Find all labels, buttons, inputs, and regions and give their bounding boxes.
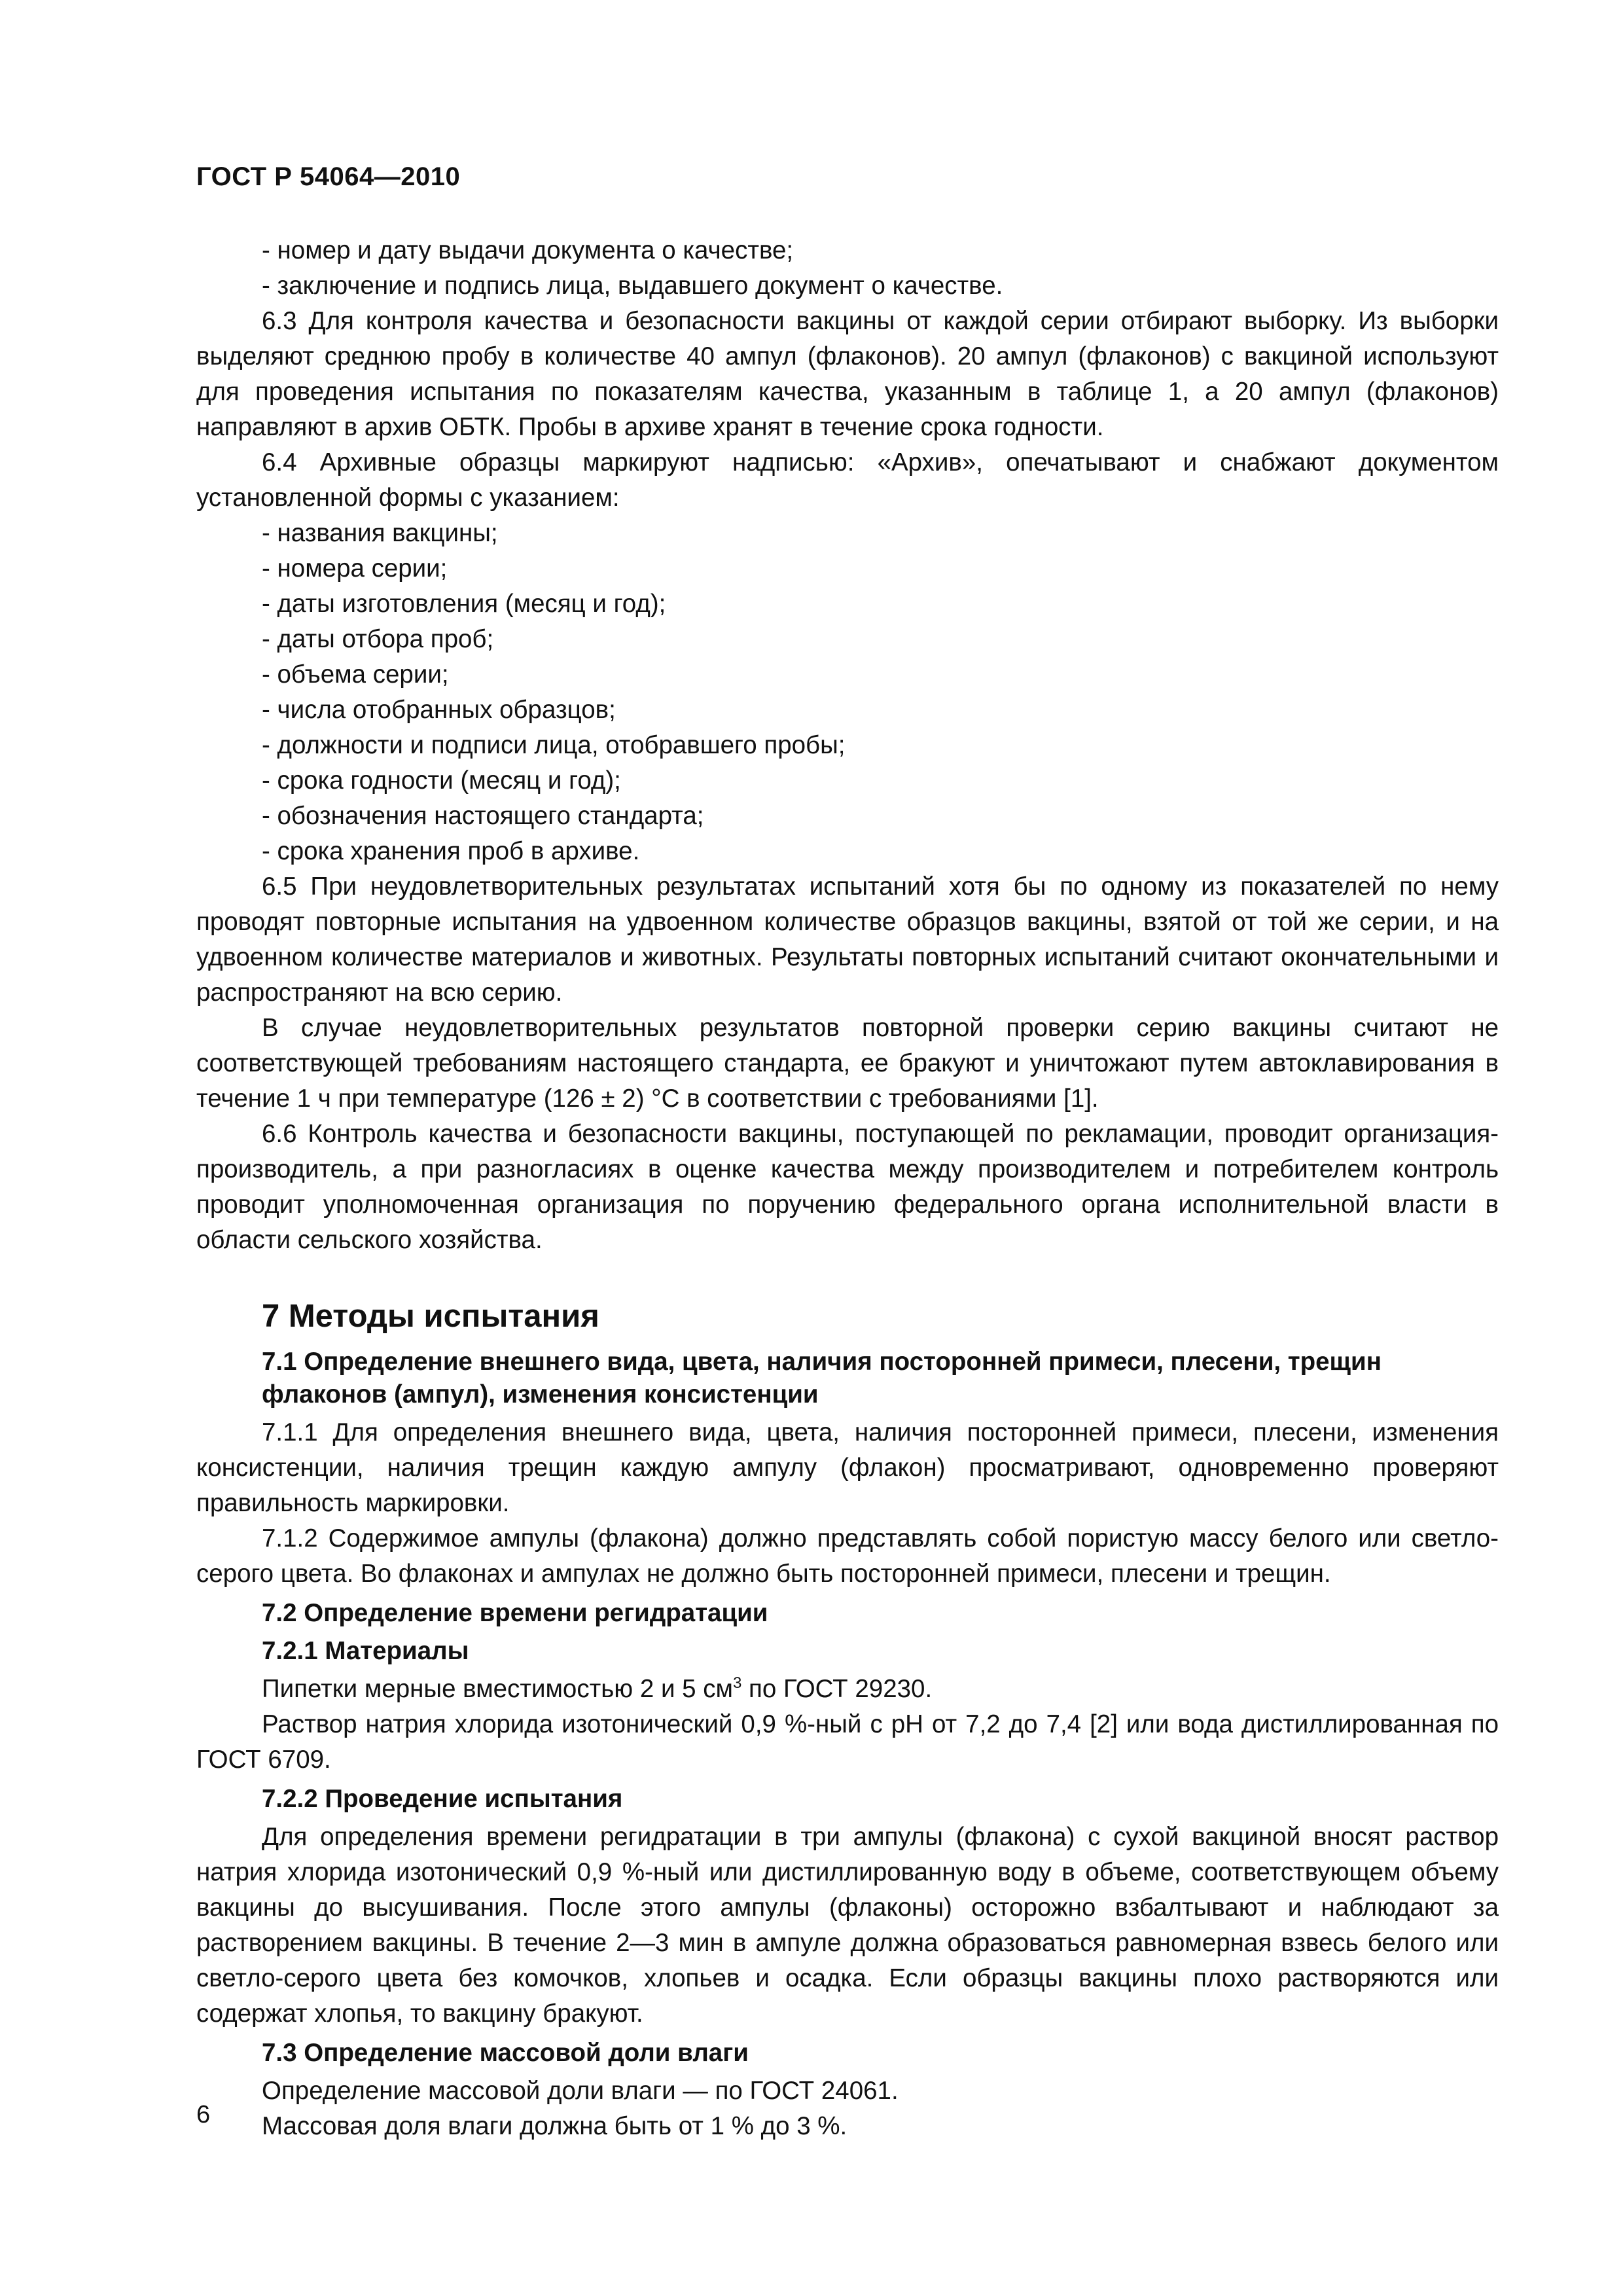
section-7-2-1-heading: 7.2.1 Материалы <box>262 1637 469 1665</box>
paragraph-7-1-2: 7.1.2 Содержимое ампулы (флакона) должно представлять собой пористую массу белого или светло-серого цвета. Во флаконах и ампулах не должно быть посторонней примеси, плесени и трещин. <box>196 1524 1499 1588</box>
list-item: - срока хранения проб в архиве. <box>262 837 640 865</box>
section-7-heading: 7 Методы испытания <box>262 1299 599 1334</box>
list-item: - даты изготовления (месяц и год); <box>262 590 666 618</box>
paragraph-pipettes <box>196 1672 1499 1707</box>
list-item: - должности и подписи лица, отобравшего пробы; <box>262 731 846 759</box>
section-7-1-heading: 7.1 Определение внешнего вида, цвета, наличия посторонней примеси, плесени, трещин флаконов (ампул), изменения консистенции <box>262 1348 1382 1408</box>
page-number: 6 <box>196 2101 211 2128</box>
superscript: 3 <box>733 1674 742 1693</box>
page-content <box>196 233 1499 2144</box>
list-item: - обозначения настоящего стандарта; <box>262 802 704 830</box>
paragraph-6-3: 6.3 Для контроля качества и безопасности вакцины от каждой серии отбирают выборку. Из выборки выделяют среднюю пробу в количестве 40 ампул (флаконов). 20 ампул (флаконов) с вакциной используют для проведения испытания по показателям качества, указанным в таблице 1, а 20 ампул (флаконов) направляют в архив ОБТК. Пробы в архиве хранят в течение срока годности. <box>196 307 1499 441</box>
list-item: - заключение и подпись лица, выдавшего документ о качестве. <box>262 272 1003 300</box>
section-7-2-2-heading: 7.2.2 Проведение испытания <box>262 1785 623 1813</box>
list-item: - названия вакцины; <box>262 519 498 547</box>
list-item: - номер и дату выдачи документа о качестве; <box>262 236 794 264</box>
list-item: - числа отобранных образцов; <box>262 696 616 724</box>
pipettes-text-end: по ГОСТ 29230. <box>741 1675 933 1703</box>
list-item: - объема серии; <box>262 660 449 689</box>
paragraph-7-3-2: Массовая доля влаги должна быть от 1 % до 3 %. <box>262 2112 847 2140</box>
section-7-3-heading: 7.3 Определение массовой доли влаги <box>262 2039 749 2067</box>
standard-code: ГОСТ Р 54064—2010 <box>196 162 461 191</box>
list-item: - срока годности (месяц и год); <box>262 766 621 795</box>
paragraph-solution: Раствор натрия хлорида изотонический 0,9 %-ный с pH от 7,2 до 7,4 [2] или вода дистиллированная по ГОСТ 6709. <box>196 1710 1499 1774</box>
paragraph-6-5: 6.5 При неудовлетворительных результатах испытаний хотя бы по одному из показателей по нему проводят повторные испытания на удвоенном количестве образцов вакцины, взятой от той же серии, и на удвоенном количестве материалов и животных. Результаты повторных испытаний считают окончательными и распространяют на всю серию. <box>196 872 1499 1007</box>
section-7-2-heading: 7.2 Определение времени регидратации <box>262 1599 768 1627</box>
list-item: - номера серии; <box>262 554 448 583</box>
paragraph-procedure: Для определения времени регидратации в три ампулы (флакона) с сухой вакциной вносят раствор натрия хлорида изотонический 0,9 %-ный или дистиллированную воду в объеме, соответствующем объему вакцины до высушивания. После этого ампулы (флаконы) осторожно взбалтывают и наблюдают за растворением вакцины. В течение 2—3 мин в ампуле должна образоваться равномерная взвесь белого или светло-серого цвета без комочков, хлопьев и осадка. Если образцы вакцины плохо растворяются или содержат хлопья, то вакцину бракуют. <box>196 1823 1499 2028</box>
pipettes-text: Пипетки мерные вместимостью 2 и 5 см <box>262 1675 733 1703</box>
list-item: - даты отбора проб; <box>262 625 494 653</box>
paragraph-6-4: 6.4 Архивные образцы маркируют надписью: «Архив», опечатывают и снабжают документом установленной формы с указанием: <box>196 448 1499 512</box>
paragraph-7-1-1: 7.1.1 Для определения внешнего вида, цвета, наличия посторонней примеси, плесени, изменения консистенции, наличия трещин каждую ампулу (флакон) просматривают, одновременно проверяют правильность маркировки. <box>196 1418 1499 1517</box>
paragraph-6-5-continued: В случае неудовлетворительных результатов повторной проверки серию вакцины считают не соответствующей требованиям настоящего стандарта, ее бракуют и уничтожают путем автоклавирования в течение 1 ч при температуре (126 ± 2) °С в соответствии с требованиями [1]. <box>196 1014 1499 1113</box>
paragraph-6-6: 6.6 Контроль качества и безопасности вакцины, поступающей по рекламации, проводит организация-производитель, а при разногласиях в оценке качества между производителем и потребителем контроль проводит уполномоченная организация по поручению федерального органа исполнительной власти в области сельского хозяйства. <box>196 1120 1499 1254</box>
paragraph-7-3-1: Определение массовой доли влаги — по ГОСТ 24061. <box>262 2077 899 2105</box>
